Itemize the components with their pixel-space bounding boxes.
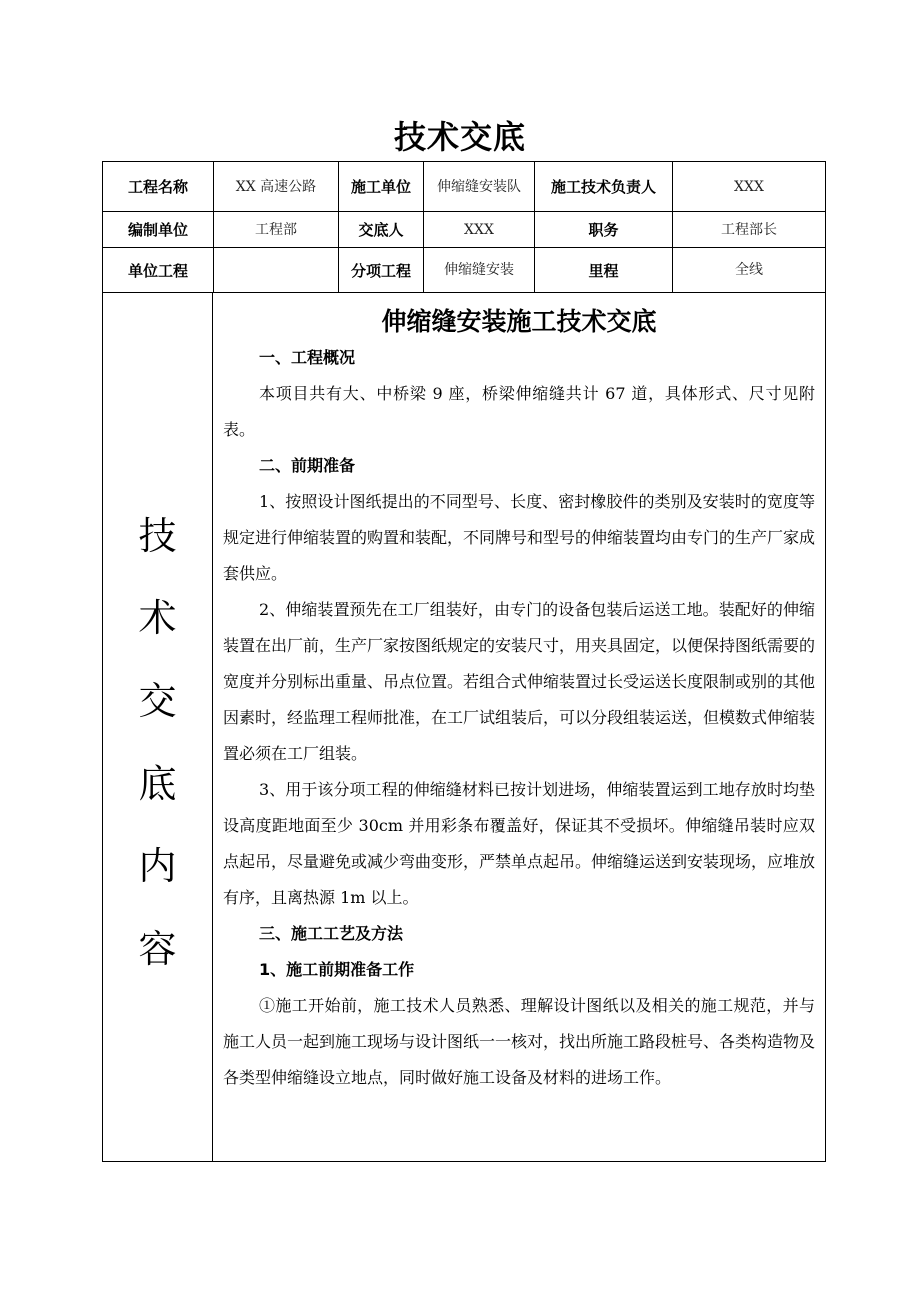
doc-title: 伸缩缝安装施工技术交底 [381, 307, 657, 336]
label-construction-unit: 施工单位 [339, 162, 424, 212]
side-char: 技 [138, 514, 177, 558]
section-heading: 三、施工工艺及方法 [259, 924, 404, 943]
value-sub-project: 伸缩缝安装 [424, 248, 535, 293]
header-row [103, 248, 826, 293]
label-tech-lead: 施工技术负责人 [535, 162, 673, 212]
paragraph: 1、按照设计图纸提出的不同型号、长度、密封橡胶件的类别及安装时的宽度等规定进行伸缩装置的购置和装配，不同牌号和型号的伸缩装置均由专门的生产厂家成套供应。 [223, 492, 816, 583]
label-unit-project: 单位工程 [103, 248, 214, 293]
label-sub-project: 分项工程 [339, 248, 424, 293]
label-briefer: 交底人 [339, 212, 424, 248]
value-construction-unit: 伸缩缝安装队 [424, 162, 535, 212]
header-row [103, 212, 826, 248]
side-char: 交 [138, 679, 177, 723]
page-title: 技术交底 [393, 118, 526, 156]
value-project-name: XX 高速公路 [214, 162, 339, 212]
header-row [103, 162, 826, 212]
content-area [223, 292, 815, 1096]
paragraph: 本项目共有大、中桥梁 9 座，桥梁伸缩缝共计 67 道，具体形式、尺寸见附表。 [223, 384, 815, 439]
section-heading: 二、前期准备 [259, 456, 356, 475]
side-char: 内 [138, 844, 177, 888]
side-char: 底 [138, 762, 177, 806]
paragraph: 2、伸缩装置预先在工厂组装好，由专门的设备包装后运送工地。装配好的伸缩装置在出厂前，生产厂家按图纸规定的安装尺寸，用夹具固定，以便保持图纸需要的宽度并分别标出重量、吊点位置。若组合式伸缩装置过长受运送长度限制或别的其他因素时，经监理工程师批准，在工厂试组装后，可以分段组装运送，但模数式伸缩装置必须在工厂组装。 [223, 600, 816, 763]
label-compiling-unit: 编制单位 [103, 212, 214, 248]
side-char: 容 [138, 927, 177, 971]
sub-heading: 1、施工前期准备工作 [259, 960, 415, 979]
value-position: 工程部长 [673, 212, 826, 248]
label-project-name: 工程名称 [103, 162, 214, 212]
paragraph: ①施工开始前，施工技术人员熟悉、理解设计图纸以及相关的施工规范，并与施工人员一起到施工现场与设计图纸一一核对，找出所施工路段桩号、各类构造物及各类型伸缩缝设立地点，同时做好施工设备及材料的进场工作。 [223, 996, 816, 1087]
side-label [103, 292, 213, 1161]
label-position: 职务 [535, 212, 673, 248]
value-briefer: XXX [424, 212, 535, 248]
header-table [102, 161, 826, 293]
briefing-content-box [102, 292, 826, 1162]
label-mileage: 里程 [535, 248, 673, 293]
paragraph: 3、用于该分项工程的伸缩缝材料已按计划进场，伸缩装置运到工地存放时均垫设高度距地面至少 30cm 并用彩条布覆盖好，保证其不受损坏。伸缩缝吊装时应双点起吊，尽量避免或减少弯曲变形，严禁单点起吊。伸缩缝运送到安装现场，应堆放有序，且离热源 1m 以上。 [223, 780, 816, 907]
value-compiling-unit: 工程部 [214, 212, 339, 248]
section-heading: 一、工程概况 [259, 348, 356, 367]
value-unit-project [214, 248, 339, 293]
value-mileage: 全线 [673, 248, 826, 293]
value-tech-lead: XXX [673, 162, 826, 212]
side-char: 术 [138, 596, 177, 640]
